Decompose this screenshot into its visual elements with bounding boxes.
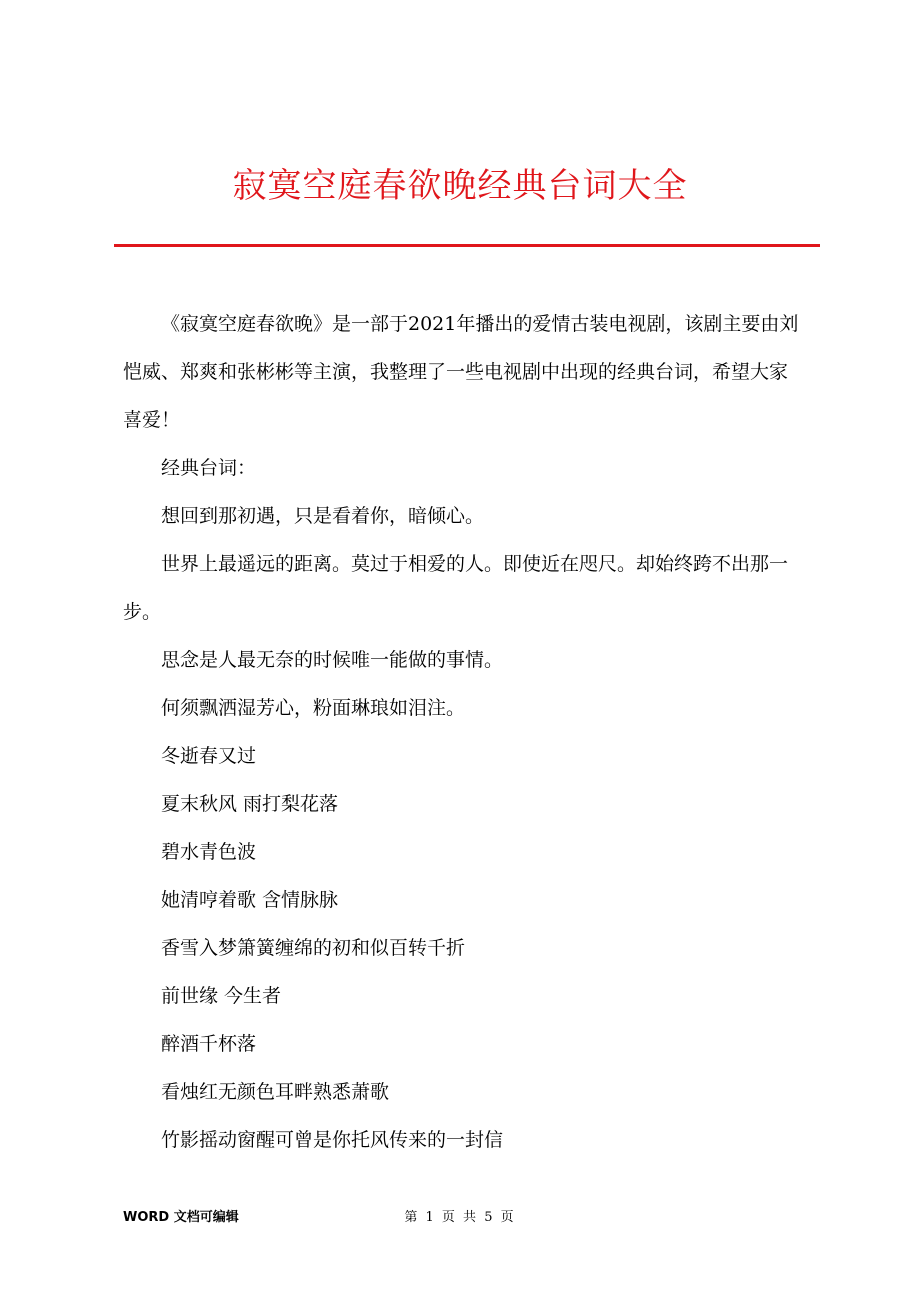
paragraph-heading-quotes: 经典台词： [161,457,257,479]
paragraph-lyric: 夏末秋风 雨打梨花落 [161,793,339,815]
paragraph-lyric: 前世缘 今生者 [161,985,282,1007]
paragraph-quote: 何须飘洒湿芳心，粉面琳琅如泪注。 [161,697,466,719]
title-divider [114,244,820,247]
paragraph-lyric: 她清哼着歌 含情脉脉 [161,889,339,911]
document-body [123,300,803,1164]
paragraph-lyric: 醉酒千杯落 [161,1033,257,1055]
paragraph-quote: 想回到那初遇，只是看着你，暗倾心。 [161,505,485,527]
footer-editable-label: WORD 文档可编辑 [123,1210,239,1225]
paragraph-lyric: 碧水青色波 [161,841,257,863]
document-title: 寂寞空庭春欲晚经典台词大全 [232,166,688,206]
paragraph-intro: 《寂寞空庭春欲晚》是一部于2021年播出的爱情古装电视剧，该剧主要由刘恺威、郑爽和张彬彬等主演，我整理了一些电视剧中出现的经典台词，希望大家喜爱！ [123,313,799,431]
paragraph-lyric: 香雪入梦箫簧缠绵的初和似百转千折 [161,937,466,959]
footer-page-number: 第 1 页 共 5 页 [404,1210,516,1225]
paragraph-quote: 世界上最遥远的距离。莫过于相爱的人。即使近在咫尺。却始终跨不出那一步。 [123,553,789,623]
paragraph-lyric: 冬逝春又过 [161,745,257,767]
paragraph-lyric: 看烛红无颜色耳畔熟悉萧歌 [161,1081,390,1103]
page-footer [0,1206,920,1228]
paragraph-quote: 思念是人最无奈的时候唯一能做的事情。 [161,649,504,671]
paragraph-lyric: 竹影摇动窗醒可曾是你托风传来的一封信 [161,1129,504,1151]
